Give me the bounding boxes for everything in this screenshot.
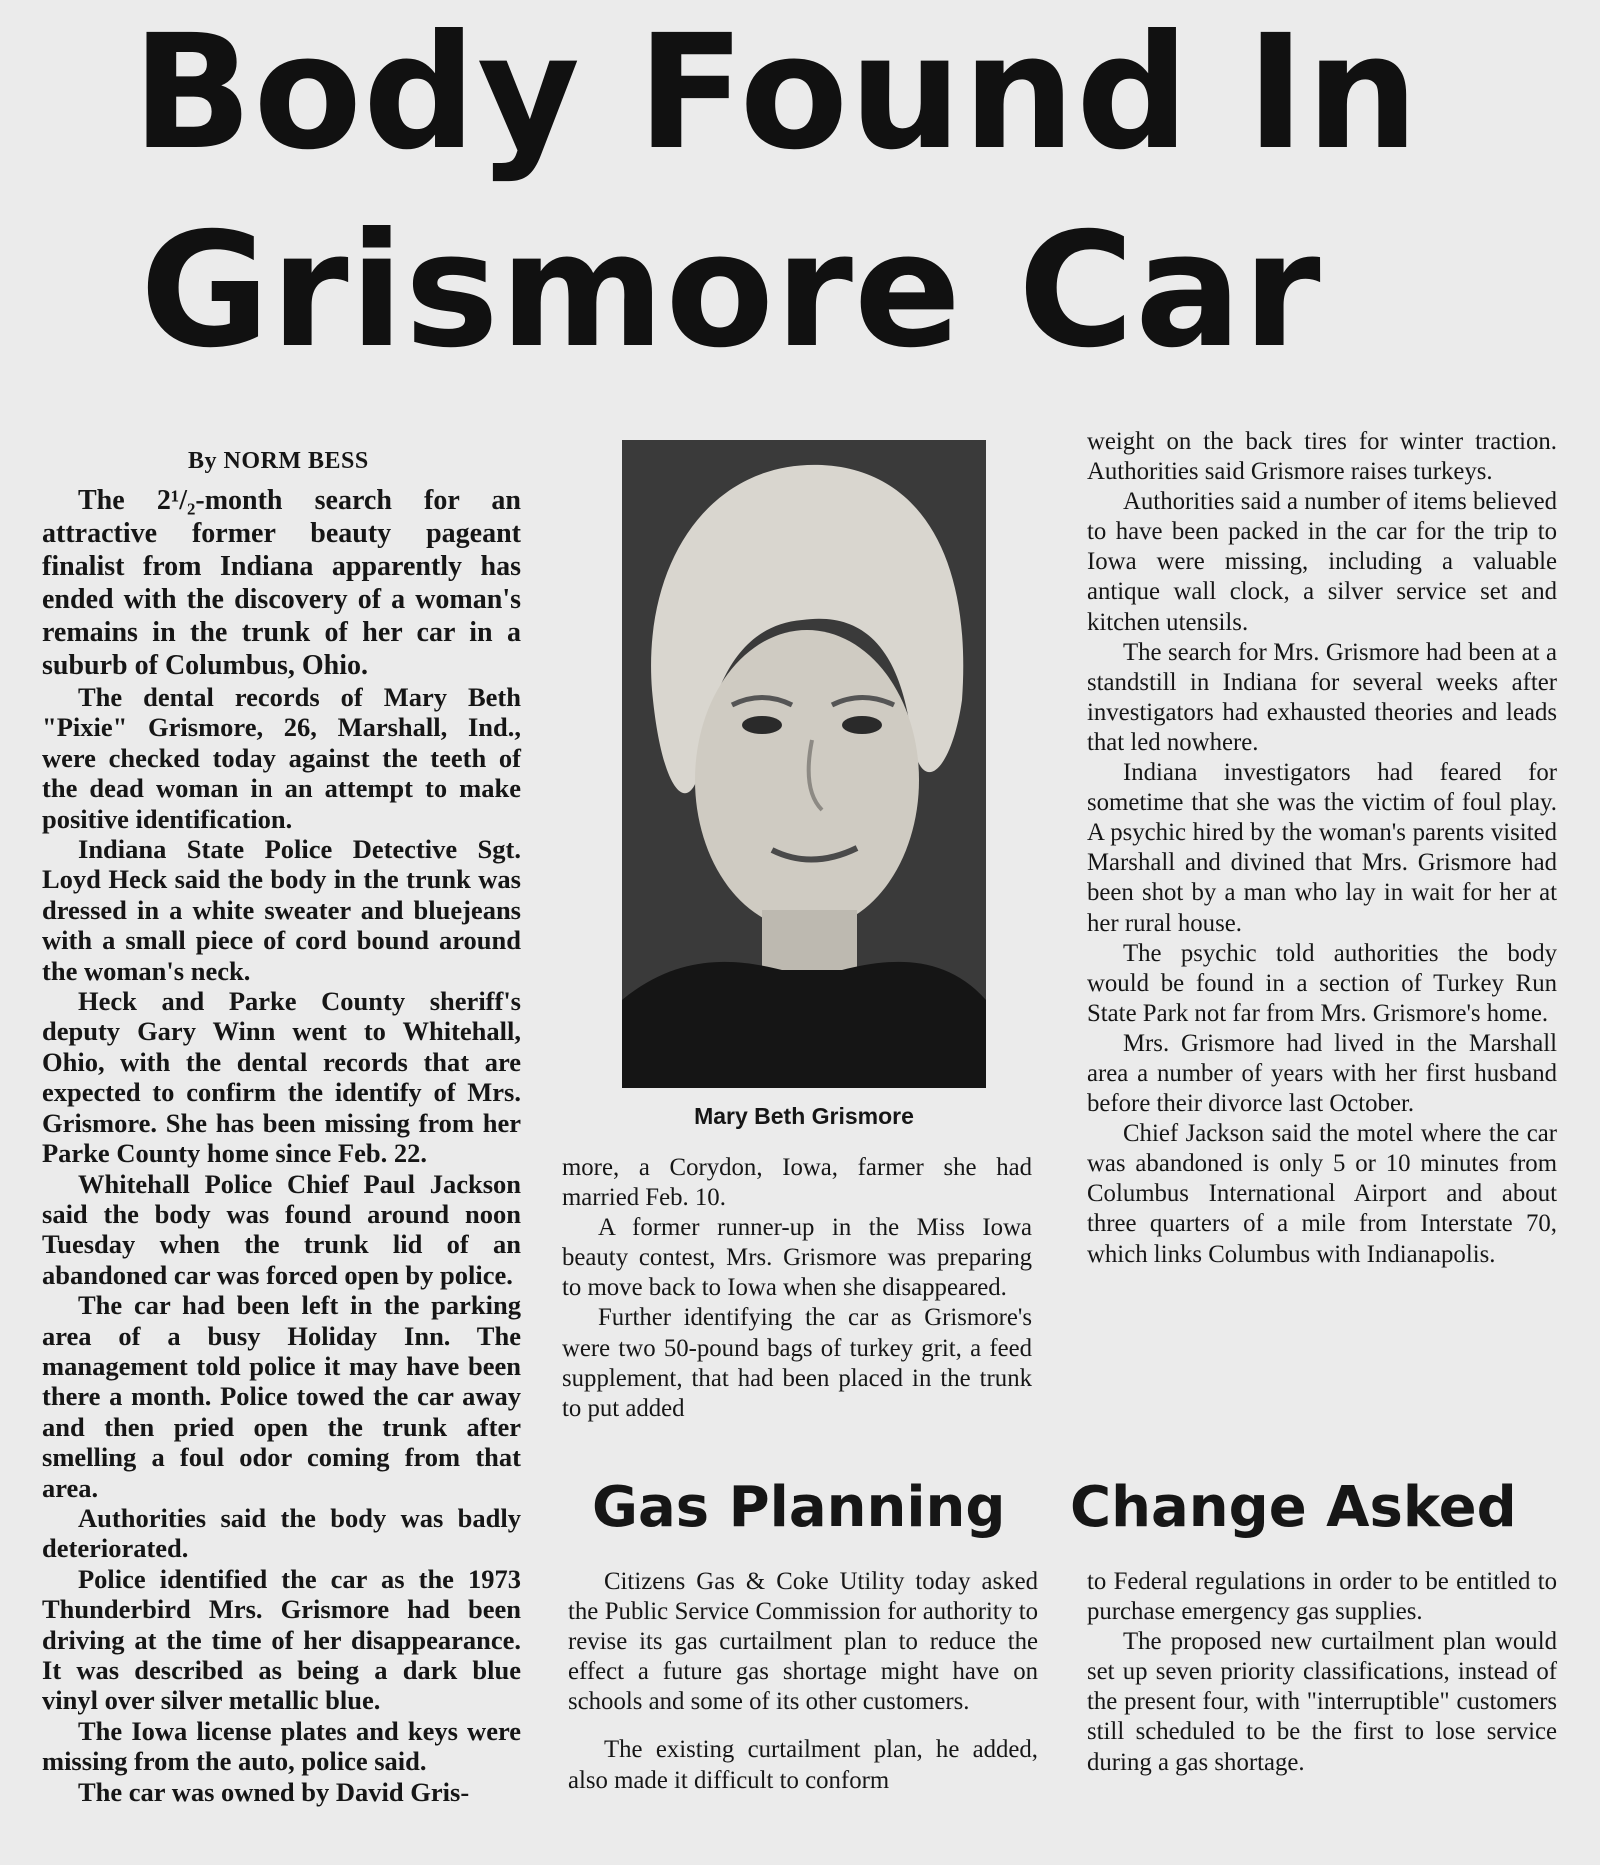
paragraph: Mrs. Grismore had lived in the Marshall area a number of years with her first husband before their divorce last October. [1087, 1029, 1557, 1118]
headline-line-2: Grismore Car [140, 199, 1322, 383]
byline: By NORM BESS [188, 448, 369, 474]
paragraph: weight on the back tires for winter traction. Authorities said Grismore raises turkeys. [1087, 428, 1557, 486]
paragraph: The dental records of Mary Beth "Pixie" Grismore, 26, Marshall, Ind., were checked today against the teeth of the dead woman in an attempt to make positive identification. [42, 682, 521, 834]
article-column-1 [42, 484, 521, 1807]
paragraph: The car had been left in the parking area of a busy Holiday Inn. The management told police it may have been there a month. Police towed the car away and then pried open the trunk after smelling a foul odor coming from that area. [42, 1290, 521, 1503]
paragraph: Indiana State Police Detective Sgt. Loyd Heck said the body in the trunk was dressed in a white sweater and bluejeans with a small piece of cord bound around the woman's neck. [42, 834, 521, 986]
subhead-change-asked: Change Asked [1070, 1475, 1517, 1540]
paragraph: The Iowa license plates and keys were missing from the auto, police said. [42, 1715, 521, 1777]
paragraph: Chief Jackson said the motel where the car was abandoned is only 5 or 10 minutes from Columbus International Airport and about three quarters of a mile from Interstate 70, which links Columbus with Indianapolis. [1087, 1120, 1557, 1268]
paragraph: Police identified the car as the 1973 Thunderbird Mrs. Grismore had been driving at the time of her disappearance. It was described as being a dark blue vinyl over silver metallic blue. [42, 1563, 521, 1716]
paragraph: The car was owned by David Gris- [78, 1776, 470, 1807]
subhead-gas-planning: Gas Planning [592, 1475, 1006, 1540]
paragraph: The 2¹/₂-month search for an attractive former beauty pageant finalist from Indiana apparently has ended with the discovery of a woman's remains in the trunk of her car in a suburb of Columbus, Ohio. [42, 485, 521, 681]
paragraph: Authorities said a number of items believed to have been packed in the car for the trip to Iowa were missing, including a valuable antique wall clock, a silver service set and kitchen utensils. [1087, 488, 1557, 636]
paragraph: The existing curtailment plan, he added, also made it difficult to conform [568, 1736, 1038, 1794]
article-column-2 [562, 1153, 1032, 1424]
portrait-photo [622, 440, 986, 1088]
photo-caption: Mary Beth Grismore [694, 1103, 914, 1129]
gas-article-column-1 [568, 1567, 1038, 1796]
paragraph: more, a Corydon, Iowa, farmer she had married Feb. 10. [562, 1154, 1032, 1212]
portrait-image [622, 440, 986, 1088]
paragraph: A former runner-up in the Miss Iowa beauty contest, Mrs. Grismore was preparing to move back to Iowa when she disappeared. [562, 1214, 1032, 1302]
gas-article-column-2 [1087, 1567, 1557, 1778]
paragraph: Citizens Gas & Coke Utility today asked the Public Service Commission for authority to revise its gas curtailment plan to reduce the effect a future gas shortage might have on schools and some of its other customers. [568, 1568, 1038, 1716]
paragraph: The proposed new curtailment plan would set up seven priority classifications, instead of the present four, with "interruptible" customers still scheduled to be the first to lose service during a gas shortage. [1087, 1628, 1557, 1776]
paragraph: Indiana investigators had feared for sometime that she was the victim of foul play. A psychic hired by the woman's parents visited Marshall and divined that Mrs. Grismore had been shot by a man who lay in wait for her at her rural house. [1087, 759, 1557, 937]
paragraph: Heck and Parke County sheriff's deputy Gary Winn went to Whitehall, Ohio, with the dental records that are expected to confirm the identify of Mrs. Grismore. She has been missing from her Parke County home since Feb. 22. [42, 986, 521, 1169]
paragraph: The psychic told authorities the body would be found in a section of Turkey Run State Park not far from Mrs. Grismore's home. [1087, 939, 1557, 1027]
paragraph: to Federal regulations in order to be entitled to purchase emergency gas supplies. [1087, 1568, 1557, 1626]
paragraph: Authorities said the body was badly deteriorated. [42, 1502, 521, 1564]
headline-line-1: Body Found In [132, 1, 1420, 185]
paragraph: The search for Mrs. Grismore had been at a standstill in Indiana for several weeks after investigators had exhausted theories and leads that led nowhere. [1087, 638, 1557, 756]
paragraph: Whitehall Police Chief Paul Jackson said the body was found around noon Tuesday when the trunk lid of an abandoned car was forced open by police. [42, 1168, 521, 1290]
article-column-3 [1087, 427, 1557, 1270]
paragraph: Further identifying the car as Grismore's were two 50-pound bags of turkey grit, a feed supplement, that had been placed in the trunk to put added [562, 1304, 1032, 1422]
